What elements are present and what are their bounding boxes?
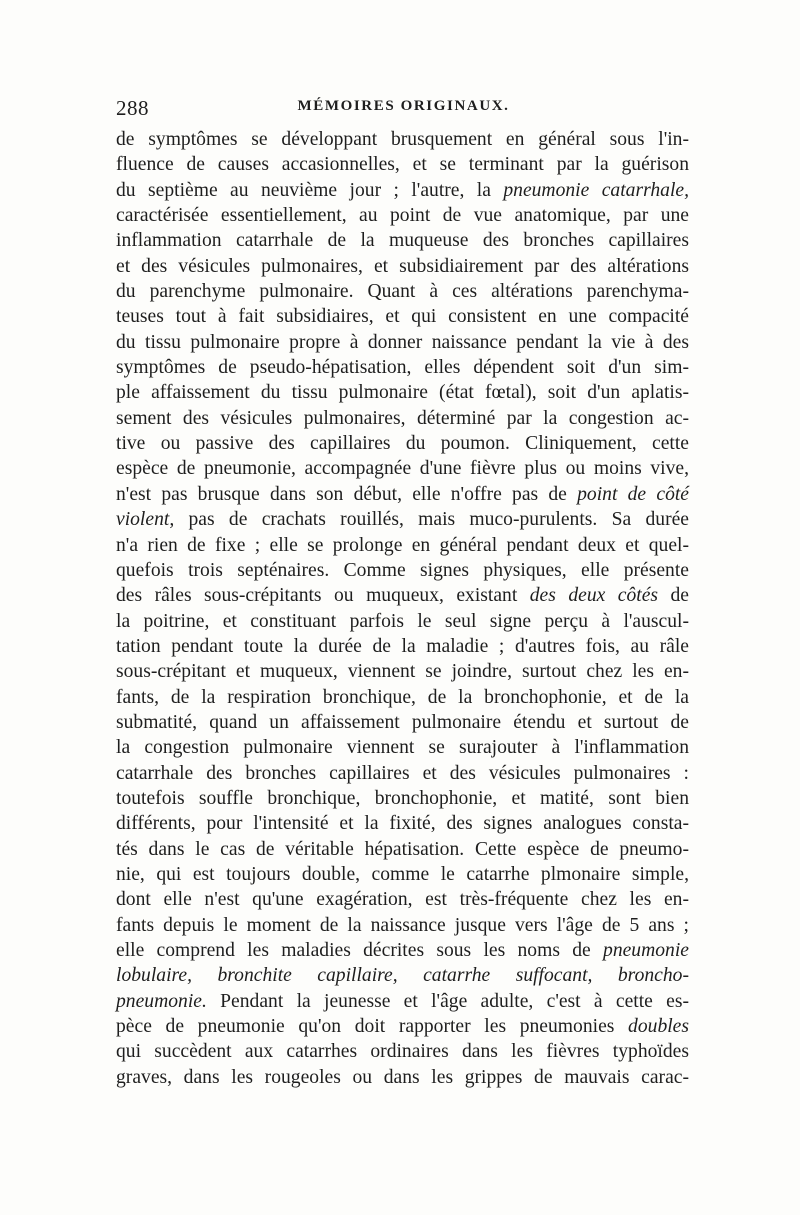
text-run: du parenchyme pulmonaire. Quant à ces altérations parenchyma- [116,281,689,303]
text-line [116,862,689,887]
text-run: sous-crépitant et muqueux, viennent se joindre, surtout chez les en- [116,661,689,683]
text-run: elle comprend les maladies décrites sous les noms de [116,940,604,961]
text-line [116,938,689,963]
text-run: caractérisée essentiellement, au point de vue anatomique, par une [116,205,689,227]
text-run: des râles sous-crépitants ou muqueux, existant [116,585,530,607]
text-run: n'est pas brusque dans son début, elle n'offre pas de [116,483,578,505]
italic-text: lobulaire, bronchite capillaire, catarrhe suffocant, broncho- [116,965,689,987]
text-run: catarrhale des bronches capillaires et des vésicules pulmonaires : [116,762,689,784]
text-line [116,1039,689,1064]
text-run: tive ou passive des capillaires du poumon. Cliniquement, cette [116,433,689,455]
page-number: 288 [116,96,149,120]
text-line [116,533,689,558]
text-line [116,380,689,405]
text-run: teuses tout à fait subsidiaires, et qui consistent en une compacité [116,306,689,328]
text-line [116,431,689,456]
text-line [116,254,689,279]
text-line [116,989,689,1014]
text-line [116,786,689,811]
italic-text: doubles [628,1016,689,1038]
text-line [116,228,689,253]
text-run: fluence de causes accasionnelles, et se terminant par la guérison [116,154,689,176]
text-run: sement des vésicules pulmonaires, déterminé par la congestion ac- [116,407,689,429]
running-head: MÉMOIRES ORIGINAUX. [297,98,510,114]
text-run: la poitrine, et constituant parfois le seul signe perçu à l'auscul- [116,610,689,632]
text-run: graves, dans les rougeoles ou dans les grippes de mauvais carac- [116,1066,689,1088]
italic-text: point de côté [577,483,690,505]
text-line [116,1065,689,1090]
text-line [116,330,689,355]
text-run: toutefois souffle bronchique, bronchophonie, et matité, sont bien [116,787,689,809]
text-run: pas de crachats rouillés, mais muco-purulents. Sa durée [174,509,689,531]
text-line [116,761,689,786]
text-run: symptômes de pseudo-hépatisation, elles dépendent soit d'un sim- [116,357,689,379]
text-run: différents, pour l'intensité et la fixité, des signes analogues consta- [116,813,689,835]
text-run: Pendant la jeunesse et l'âge adulte, c'est à cette es- [206,990,689,1012]
text-run: quefois trois septénaires. Comme signes physiques, elle présente [116,559,689,581]
text-line [116,659,689,684]
text-run: submatité, quand un affaissement pulmonaire étendu et surtout de [116,711,689,733]
text-line [116,887,689,912]
text-run: qui succèdent aux catarrhes ordinaires dans les fièvres typhoïdes [116,1041,689,1063]
text-line [116,127,689,152]
text-line [116,735,689,760]
text-run: tation pendant toute la durée de la maladie ; d'autres fois, au râle [116,635,689,657]
text-line [116,558,689,583]
text-run: inflammation catarrhale de la muqueuse des bronches capillaires [116,230,689,252]
text-line [116,482,689,507]
text-line [116,811,689,836]
text-run: espèce de pneumonie, accompagnée d'une fièvre plus ou moins vive, [116,458,689,480]
text-line [116,203,689,228]
text-run: dont elle n'est qu'une exagération, est très-fréquente chez les en- [116,889,689,911]
text-run: n'a rien de fixe ; elle se prolonge en général pendant deux et quel- [116,534,689,556]
text-run: fants depuis le moment de la naissance jusque vers l'âge de 5 ans ; [116,914,689,936]
text-run: pèce de pneumonie qu'on doit rapporter les pneumonies [116,1016,629,1038]
text-line [116,456,689,481]
text-line [116,304,689,329]
italic-text: pneumonie catarrhale, [503,179,689,201]
italic-text: pneumonie [603,940,689,961]
text-line [116,1014,689,1039]
text-run: tés dans le cas de véritable hépatisation. Cette espèce de pneumo- [116,838,689,860]
text-line [116,685,689,710]
text-line [116,609,689,634]
text-run: fants, de la respiration bronchique, de la bronchophonie, et de la [116,686,689,708]
text-line [116,634,689,659]
text-line [116,355,689,380]
italic-text: violent, [116,509,175,531]
body-text [116,127,689,1090]
text-run: la congestion pulmonaire viennent se surajouter à l'inflammation [116,737,689,759]
text-run: du septième au neuvième jour ; l'autre, la [116,179,504,201]
italic-text: des deux côtés [529,585,659,607]
italic-text: pneumonie. [116,990,207,1012]
text-run: du tissu pulmonaire propre à donner naissance pendant la vie à des [116,331,689,353]
text-run: et des vésicules pulmonaires, et subsidiairement par des altérations [116,255,689,277]
text-run: de [658,585,689,607]
text-line [116,583,689,608]
text-line [116,963,689,988]
text-line [116,837,689,862]
text-line [116,279,689,304]
text-line [116,152,689,177]
text-line [116,913,689,938]
text-line [116,507,689,532]
text-line [116,178,689,203]
page-header [116,96,691,124]
text-line [116,710,689,735]
text-line [116,406,689,431]
text-run: nie, qui est toujours double, comme le catarrhe plmonaire simple, [116,863,689,885]
text-run: ple affaissement du tissu pulmonaire (état fœtal), soit d'un aplatis- [116,382,689,404]
text-run: de symptômes se développant brusquement en général sous l'in- [116,129,689,150]
